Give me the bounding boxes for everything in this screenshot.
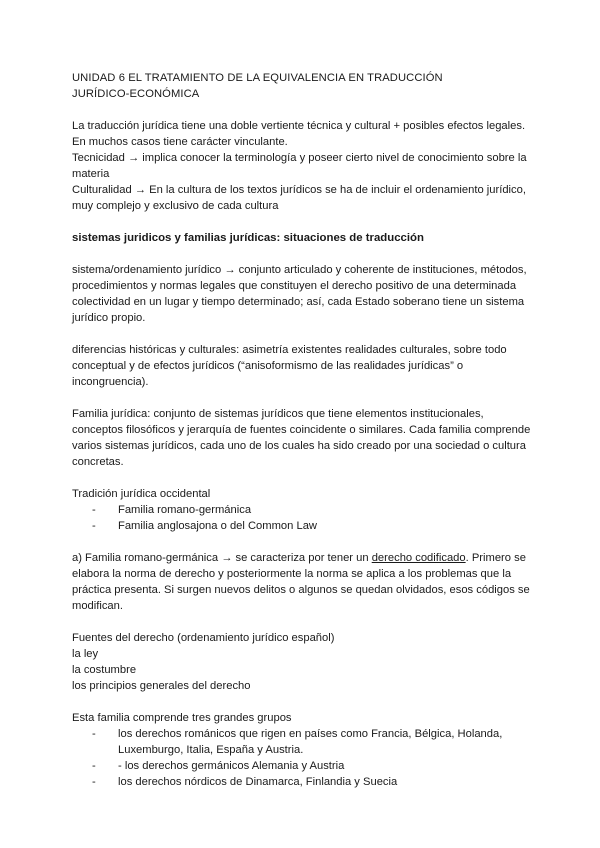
list-item: - - los derechos germánicos Alemania y Austria (92, 758, 532, 774)
intro-line-2: En muchos casos tiene carácter vinculante. (72, 136, 288, 148)
list-item: - Familia romano-germánica (92, 502, 532, 518)
romano-text-before: a) Familia romano-germánica → se caracteriza por tener un (72, 552, 372, 564)
familia-paragraph: Familia jurídica: conjunto de sistemas jurídicos que tiene elementos institucionales, conceptos filosóficos y jerarquía de fuentes coincidente o similares. Cada familia comprende varios sistemas jurídicos, cada uno de los cuales ha sido creado por una sociedad o cultura concretas. (72, 408, 531, 468)
grupos-intro: Esta familia comprende tres grandes grupos (72, 712, 292, 724)
romano-germanica-paragraph (72, 550, 532, 614)
intro-line-1: La traducción jurídica tiene una doble vertiente técnica y cultural + posibles efectos legales. (72, 120, 526, 132)
intro-line-3: Tecnicidad → implica conocer la terminología y poseer cierto nivel de conocimiento sobre la materia (72, 152, 527, 180)
list-item: - los derechos nórdicos de Dinamarca, Finlandia y Suecia (92, 774, 532, 790)
intro-line-4: Culturalidad → En la cultura de los textos jurídicos se ha de incluir el ordenamiento jurídico, muy complejo y exclusivo de cada cultura (72, 184, 526, 212)
section-heading: sistemas juridicos y familias jurídicas: situaciones de traducción (72, 232, 424, 244)
fuentes-section (72, 630, 532, 694)
grupos-list (72, 726, 532, 790)
diferencias-paragraph: diferencias históricas y culturales: asimetría existentes realidades culturales, sobre todo conceptual y de efectos jurídicos (“anisoformismo de las realidades jurídicas” o incongruencia). (72, 344, 507, 388)
tradicion-section (72, 486, 532, 534)
fuentes-item: la costumbre (72, 664, 137, 676)
list-item: - los derechos románicos que rigen en países como Francia, Bélgica, Holanda, Luxemburgo, Italia, España y Austria. (92, 726, 532, 758)
title-line-2: JURÍDICO-ECONÓMICA (72, 88, 200, 100)
tradicion-list (72, 502, 532, 534)
derecho-codificado-link: derecho codificado (371, 552, 466, 564)
title-line-1: UNIDAD 6 EL TRATAMIENTO DE LA EQUIVALENCIA EN TRADUCCIÓN (72, 72, 443, 84)
sistema-paragraph: sistema/ordenamiento jurídico → conjunto articulado y coherente de instituciones, métodos, procedimientos y normas legales que constituyen el derecho positivo de una determinada colectividad en un lugar y tiempo determinado; así, cada Estado soberano tiene un sistema jurídico propio. (72, 264, 527, 324)
fuentes-item: la ley (72, 648, 99, 660)
intro-paragraph (72, 118, 532, 214)
fuentes-item: los principios generales del derecho (72, 680, 251, 692)
unit-title (72, 70, 532, 102)
romano-text-after: . Primero se elabora la norma de derecho y posteriormente la norma se aplica a los problemas que la práctica presenta. Si surgen nuevos delitos o algunos se quedan olvidados, esos códigos se modifican. (72, 552, 530, 612)
fuentes-title: Fuentes del derecho (ordenamiento jurídico español) (72, 632, 335, 644)
list-item: - Familia anglosajona o del Common Law (92, 518, 532, 534)
tradicion-label: Tradición jurídica occidental (72, 488, 211, 500)
